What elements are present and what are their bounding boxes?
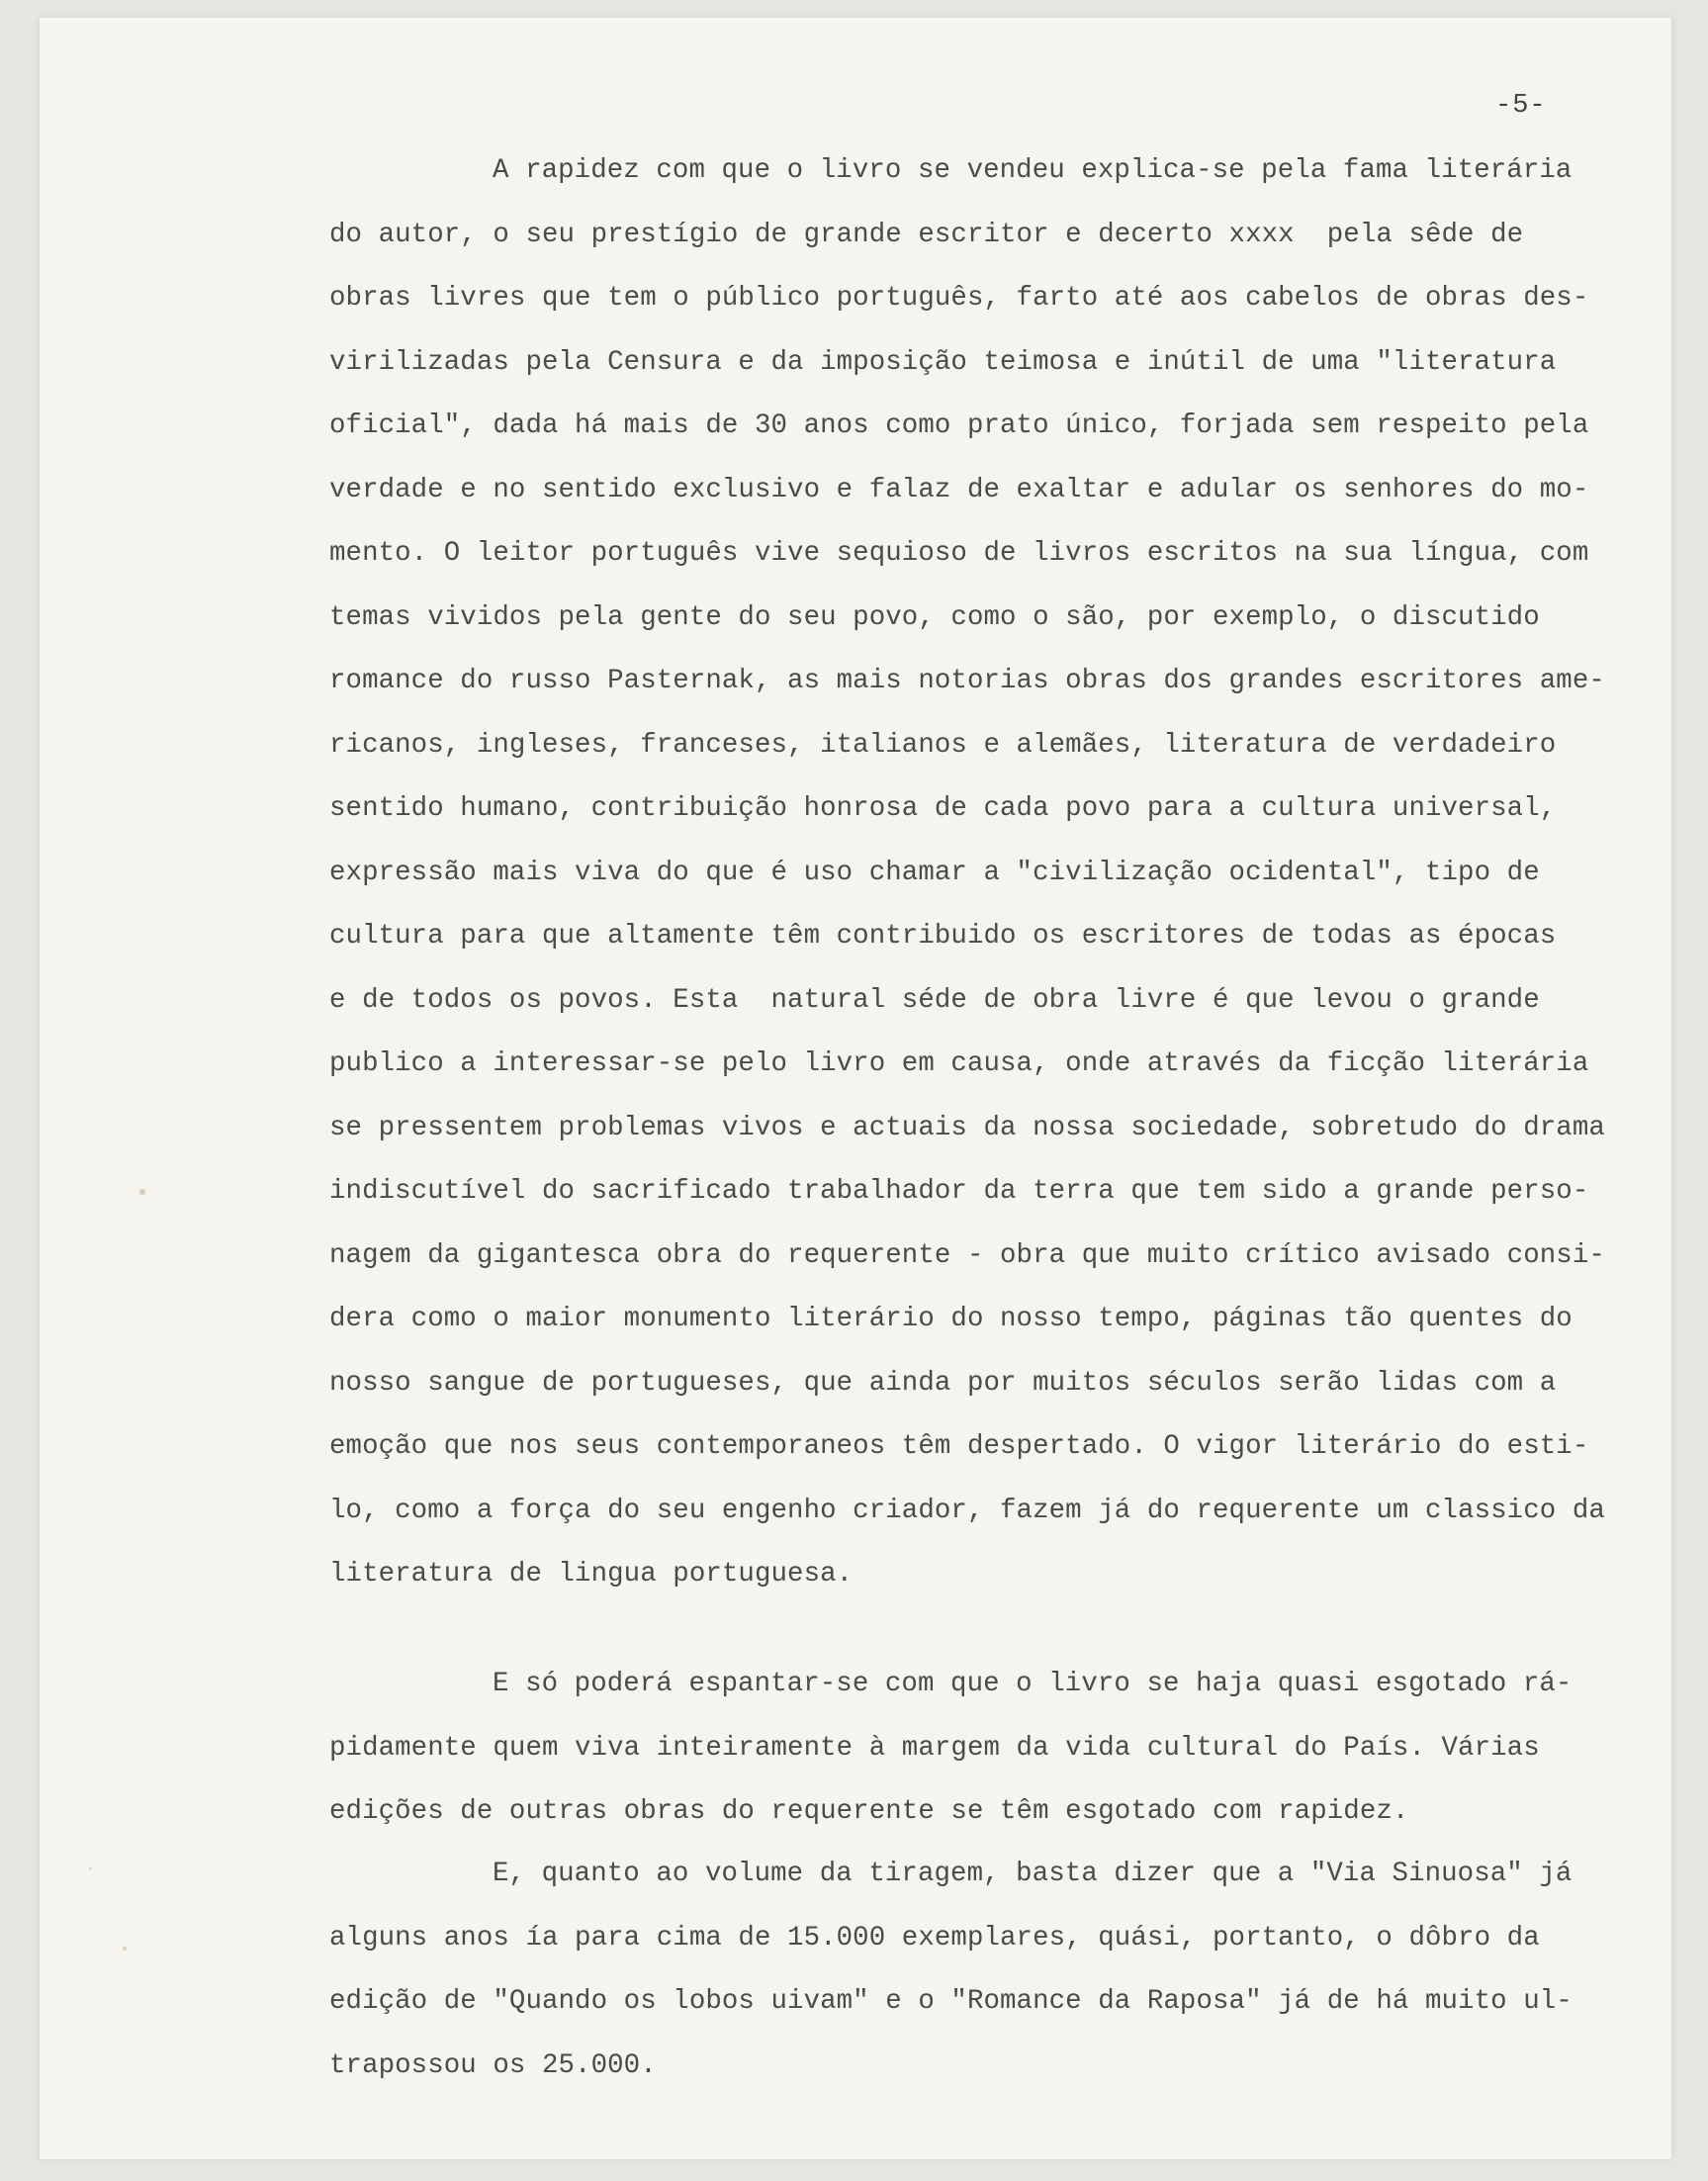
text-line: nosso sangue de portugueses, que ainda por muitos séculos serão lidas com a bbox=[329, 1367, 1557, 1399]
text-line: verdade e no sentido exclusivo e falaz de exaltar e adular os senhores do mo- bbox=[329, 474, 1589, 505]
text-line: obras livres que tem o público português, farto até aos cabelos de obras des- bbox=[329, 283, 1589, 314]
paragraph-2 bbox=[329, 1653, 1615, 1845]
text-line: sentido humano, contribuição honrosa de cada povo para a cultura universal, bbox=[329, 793, 1557, 824]
paragraph-1 bbox=[329, 139, 1615, 1607]
text-line: lo, como a força do seu engenho criador, fazem já do requerente um classico da bbox=[329, 1495, 1605, 1526]
text-line: literatura de lingua portuguesa. bbox=[329, 1559, 854, 1590]
text-line: virilizadas pela Censura e da imposição teimosa e inútil de uma "literatura bbox=[329, 346, 1557, 378]
text-line: romance do russo Pasternak, as mais notorias obras dos grandes escritores ame- bbox=[329, 666, 1605, 696]
text-line: alguns anos ía para cima de 15.000 exemplares, quási, portanto, o dôbro da bbox=[329, 1922, 1540, 1954]
text-line: nagem da gigantesca obra do requerente - obra que muito crítico avisado consi- bbox=[329, 1239, 1605, 1271]
paragraph-3 bbox=[329, 1843, 1615, 2098]
paper-fleck bbox=[139, 1189, 145, 1195]
text-line: dera como o maior monumento literário do nosso tempo, páginas tão quentes do bbox=[329, 1304, 1573, 1334]
text-line: cultura para que altamente têm contribuido os escritores de todas as épocas bbox=[329, 921, 1557, 952]
text-line: trapossou os 25.000. bbox=[329, 2049, 657, 2081]
page-number: -5- bbox=[1495, 91, 1547, 121]
text-line: e de todos os povos. Esta natural séde de obra livre é que levou o grande bbox=[329, 984, 1540, 1016]
text-line: expressão mais viva do que é uso chamar a "civilização ocidental", tipo de bbox=[329, 857, 1540, 888]
text-line: mento. O leitor português vive sequioso de livros escritos na sua língua, com bbox=[329, 538, 1589, 569]
text-line: do autor, o seu prestígio de grande escritor e decerto xxxx pela sêde de bbox=[329, 219, 1524, 250]
text-line: se pressentem problemas vivos e actuais da nossa sociedade, sobretudo do drama bbox=[329, 1112, 1605, 1143]
text-line: pidamente quem viva inteiramente à margem da vida cultural do País. Várias bbox=[329, 1732, 1540, 1764]
text-line: temas vividos pela gente do seu povo, como o são, por exemplo, o discutido bbox=[329, 601, 1540, 633]
text-line: publico a interessar-se pelo livro em causa, onde através da ficção literária bbox=[329, 1048, 1589, 1079]
text-line: ricanos, ingleses, franceses, italianos e alemães, literatura de verdadeiro bbox=[329, 729, 1557, 761]
text-line: E, quanto ao volume da tiragem, basta dizer que a "Via Sinuosa" já bbox=[493, 1859, 1573, 1889]
text-line: E só poderá espantar-se com que o livro se haja quasi esgotado rá- bbox=[493, 1669, 1573, 1699]
paper-fleck bbox=[89, 1867, 92, 1870]
text-line: A rapidez com que o livro se vendeu explica-se pela fama literária bbox=[493, 155, 1573, 186]
paper-fleck bbox=[123, 1947, 127, 1951]
text-line: oficial", dada há mais de 30 anos como prato único, forjada sem respeito pela bbox=[329, 410, 1589, 441]
text-line: indiscutível do sacrificado trabalhador da terra que tem sido a grande perso- bbox=[329, 1176, 1589, 1207]
text-line: edições de outras obras do requerente se têm esgotado com rapidez. bbox=[329, 1796, 1409, 1827]
text-line: edição de "Quando os lobos uivam" e o "Romance da Raposa" já de há muito ul- bbox=[329, 1986, 1573, 2017]
text-line: emoção que nos seus contemporaneos têm despertado. O vigor literário do esti- bbox=[329, 1431, 1589, 1462]
